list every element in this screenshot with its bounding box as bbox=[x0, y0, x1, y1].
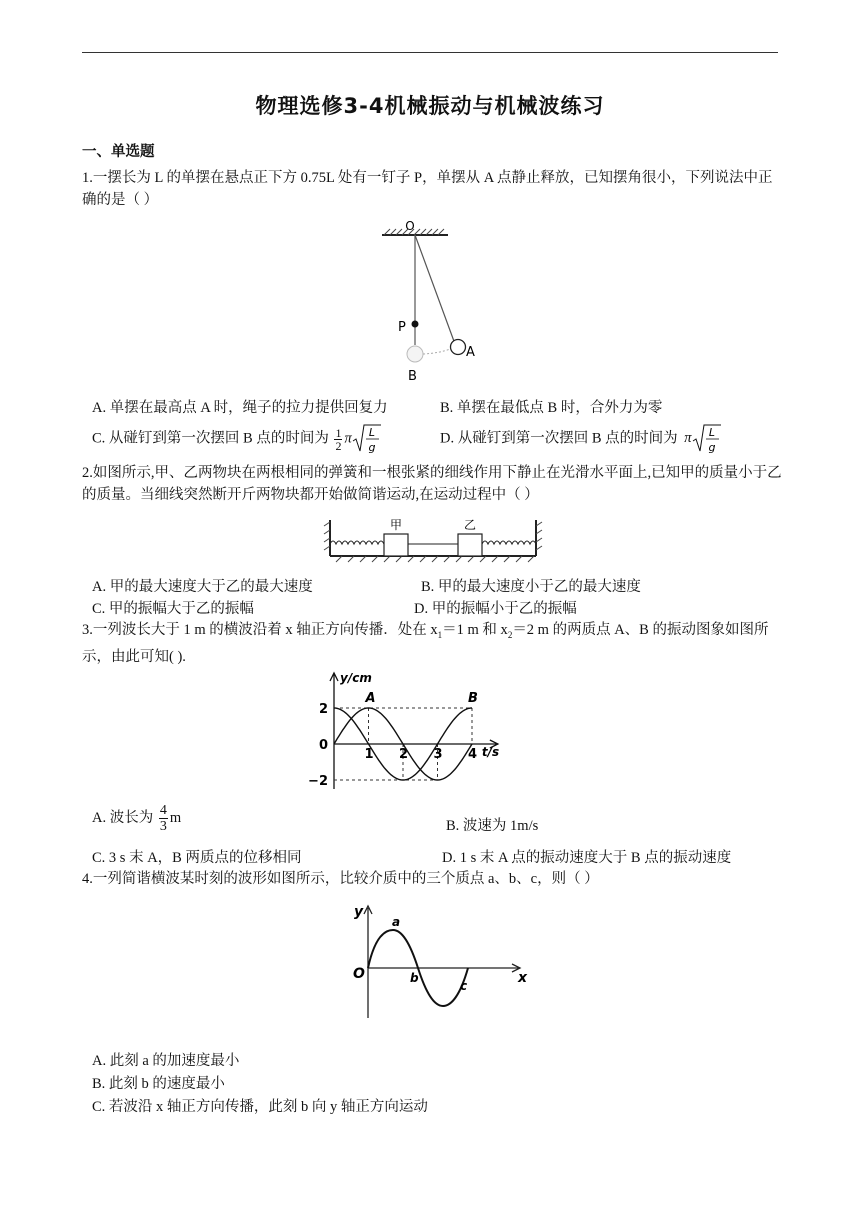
svg-text:L: L bbox=[368, 426, 375, 439]
q1-option-a[interactable]: A. 单摆在最高点 A 时，绳子的拉力提供回复力 bbox=[92, 400, 388, 416]
header-rule bbox=[82, 52, 778, 53]
point-label-A: A bbox=[365, 691, 376, 706]
left-spring bbox=[330, 541, 384, 544]
pi-symbol: π bbox=[344, 430, 352, 447]
y-tick-label: −2 bbox=[308, 774, 328, 789]
string-swung bbox=[415, 235, 455, 344]
question-2-text: 2.如图所示,甲、乙两物块在两根相同的弹簧和一根张紧的细线作用下静止在光滑水平面上,已知甲的质量小于乙的质量。当细线突然断开斤两物块都开始做简谐运动,在运动过程中（ ） bbox=[82, 465, 782, 503]
label-jia: 甲 bbox=[389, 518, 403, 532]
unit-m: m bbox=[169, 809, 182, 826]
label-P: P bbox=[398, 320, 406, 335]
point-label-B: B bbox=[468, 691, 478, 706]
q3-option-a-text: A. 波长为 bbox=[92, 809, 154, 826]
bob-B bbox=[407, 346, 423, 362]
bob-A bbox=[451, 340, 466, 355]
y-label: y bbox=[354, 904, 364, 920]
waveform-figure bbox=[320, 898, 530, 1028]
q3-option-a[interactable] bbox=[92, 803, 181, 834]
q1-option-b[interactable]: B. 单摆在最低点 B 时，合外力为零 bbox=[440, 400, 663, 416]
fraction-one-half: $\frac{1}{2}$ bbox=[335, 425, 342, 453]
pendulum-figure bbox=[370, 218, 500, 388]
x-tick-label: 1 bbox=[364, 747, 374, 762]
q4-option-c[interactable]: C. 若波沿 x 轴正方向传播，此刻 b 向 y 轴正方向运动 bbox=[92, 1099, 428, 1115]
right-spring bbox=[482, 541, 536, 544]
q1-option-d-text: D. 从碰钉到第一次摆回 B 点的时间为 bbox=[440, 430, 678, 447]
svg-text:g: g bbox=[368, 441, 376, 454]
x-axis-label: t/s bbox=[481, 745, 500, 759]
question-4-text: 4.一列简谐横波某时刻的波形如图所示，比较介质中的三个质点 a、b、c，则（ ） bbox=[82, 871, 599, 887]
x-tick-label: 3 bbox=[433, 747, 443, 762]
label-a: a bbox=[392, 915, 401, 929]
q2-option-b[interactable]: B. 甲的最大速度小于乙的最大速度 bbox=[421, 579, 641, 595]
y-axis-label: y/cm bbox=[340, 671, 372, 685]
q1-option-c[interactable] bbox=[92, 423, 382, 455]
vibration-graph bbox=[308, 664, 552, 798]
q2-option-c[interactable]: C. 甲的振幅大于乙的振幅 bbox=[92, 601, 254, 617]
svg-text:g: g bbox=[708, 441, 716, 454]
q3-option-d[interactable]: D. 1 s 末 A 点的振动速度大于 B 点的振动速度 bbox=[442, 850, 732, 866]
q4-option-a[interactable]: A. 此刻 a 的加速度最小 bbox=[92, 1053, 240, 1069]
sqrt-L-over-g bbox=[352, 423, 382, 455]
q1-option-c-text: C. 从碰钉到第一次摆回 B 点的时间为 bbox=[92, 430, 329, 447]
nail-P bbox=[412, 321, 419, 328]
label-yi: 乙 bbox=[463, 518, 477, 532]
pi-symbol: π bbox=[684, 430, 692, 447]
label-B: B bbox=[408, 369, 417, 384]
q2-option-d[interactable]: D. 甲的振幅小于乙的振幅 bbox=[414, 601, 577, 617]
x-tick-label: 4 bbox=[468, 747, 478, 762]
question-1-text: 1.一摆长为 L 的单摆在悬点正下方 0.75L 处有一钉子 P，单摆从 A 点静止释放，已知摆角很小，下列说法中正确的是（ ） bbox=[82, 170, 773, 208]
label-c: c bbox=[460, 979, 468, 993]
label-A: A bbox=[466, 345, 475, 360]
y-tick-label: 0 bbox=[318, 738, 328, 753]
label-O: O bbox=[405, 219, 415, 233]
section-heading: 一、单选题 bbox=[82, 144, 155, 160]
svg-text:L: L bbox=[708, 426, 715, 439]
question-3-text: 3.一列波长大于 1 m 的横波沿着 x 轴正方向传播．处在 $x_1=1$ m 和 $x_2=2$ m 的两质点 A、B 的振动图象如图所示，由此可知( ). bbox=[82, 622, 769, 665]
block-jia bbox=[384, 534, 408, 556]
x-tick-label: 2 bbox=[399, 747, 409, 762]
origin-label: O bbox=[353, 966, 365, 982]
fraction-four-thirds: $\frac{4}{3}$ bbox=[159, 803, 167, 834]
x-label: x bbox=[518, 970, 528, 986]
label-b: b bbox=[410, 971, 419, 985]
page-title: 物理选修3-4机械振动与机械波练习 bbox=[255, 94, 605, 118]
q3-option-c[interactable]: C. 3 s 末 A，B 两质点的位移相同 bbox=[92, 850, 302, 866]
block-yi bbox=[458, 534, 482, 556]
q3-option-b[interactable]: B. 波速为 1m/s bbox=[446, 818, 539, 834]
swing-path bbox=[423, 349, 450, 354]
q4-option-b[interactable]: B. 此刻 b 的速度最小 bbox=[92, 1076, 225, 1092]
y-tick-label: 2 bbox=[318, 702, 328, 717]
spring-blocks-figure bbox=[322, 512, 544, 564]
q2-option-a[interactable]: A. 甲的最大速度大于乙的最大速度 bbox=[92, 579, 313, 595]
q1-option-d[interactable] bbox=[440, 423, 722, 455]
sqrt-L-over-g bbox=[692, 423, 722, 455]
